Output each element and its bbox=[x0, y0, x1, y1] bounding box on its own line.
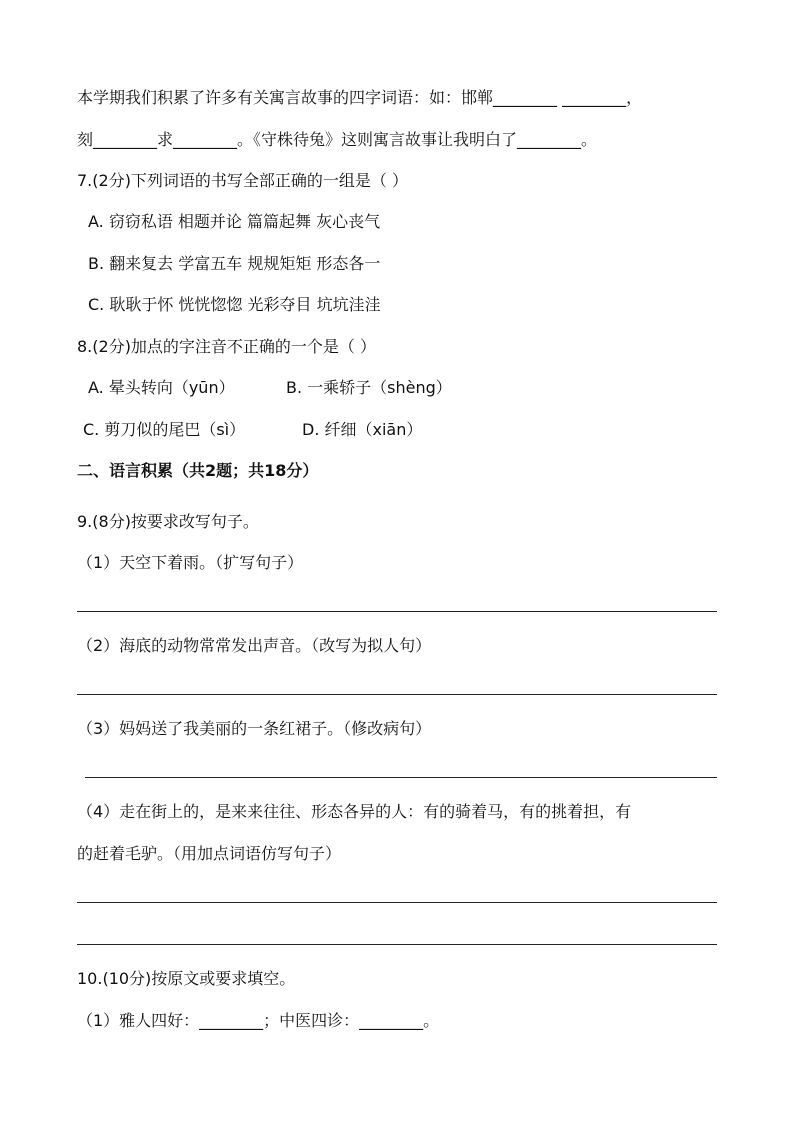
question-9-item-4-line-1: （4）走在街上的，是来来往往、形态各异的人：有的骑着马，有的挑着担，有 bbox=[77, 802, 632, 821]
question-8-stem: 8.(2分)加点的字注音不正确的一个是（ ） bbox=[77, 337, 377, 356]
question-9-item-4-line-2: 的赶着毛驴。（用加点词语仿写句子） bbox=[77, 844, 342, 863]
question-9-item-1: （1）天空下着雨。（扩写句子） bbox=[77, 553, 304, 572]
question-9-item-3: （3）妈妈送了我美丽的一条红裙子。（修改病句） bbox=[77, 719, 432, 738]
answer-line-9-2[interactable] bbox=[77, 694, 717, 695]
answer-line-9-4a[interactable] bbox=[77, 902, 717, 903]
answer-line-9-4b[interactable] bbox=[77, 944, 717, 945]
question-7-option-a: A. 窃窃私语 相题并论 篇篇起舞 灰心丧气 bbox=[88, 212, 381, 231]
question-10-item-1: （1）雅人四好：________；中医四诊：________。 bbox=[77, 1011, 440, 1030]
answer-line-9-3[interactable] bbox=[85, 777, 717, 778]
question-8-option-a: A. 晕头转向（yūn） bbox=[88, 378, 235, 397]
question-8-option-c: C. 剪刀似的尾巴（sì） bbox=[83, 420, 246, 439]
question-8-option-b: B. 一乘轿子（shèng） bbox=[286, 378, 452, 397]
question-8-option-d: D. 纤细（xiān） bbox=[302, 420, 423, 439]
question-9-stem: 9.(8分)按要求改写句子。 bbox=[77, 512, 259, 531]
question-10-stem: 10.(10分)按原文或要求填空。 bbox=[77, 969, 296, 988]
intro-line-1: 本学期我们积累了许多有关寓言故事的四字词语：如：邯郸________ ________， bbox=[77, 88, 643, 107]
question-7-stem: 7.(2分)下列词语的书写全部正确的一组是（ ） bbox=[77, 171, 409, 190]
answer-line-9-1[interactable] bbox=[77, 611, 717, 612]
section-2-heading: 二、语言积累（共2题；共18分） bbox=[77, 461, 319, 480]
intro-line-2: 刻________求________。《守株待兔》这则寓言故事让我明白了________。 bbox=[77, 130, 598, 149]
question-7-option-c: C. 耿耿于怀 恍恍惚惚 光彩夺目 坑坑洼洼 bbox=[88, 295, 381, 314]
question-7-option-b: B. 翻来复去 学富五车 规规矩矩 形态各一 bbox=[88, 254, 381, 273]
question-9-item-2: （2）海底的动物常常发出声音。（改写为拟人句） bbox=[77, 636, 432, 655]
